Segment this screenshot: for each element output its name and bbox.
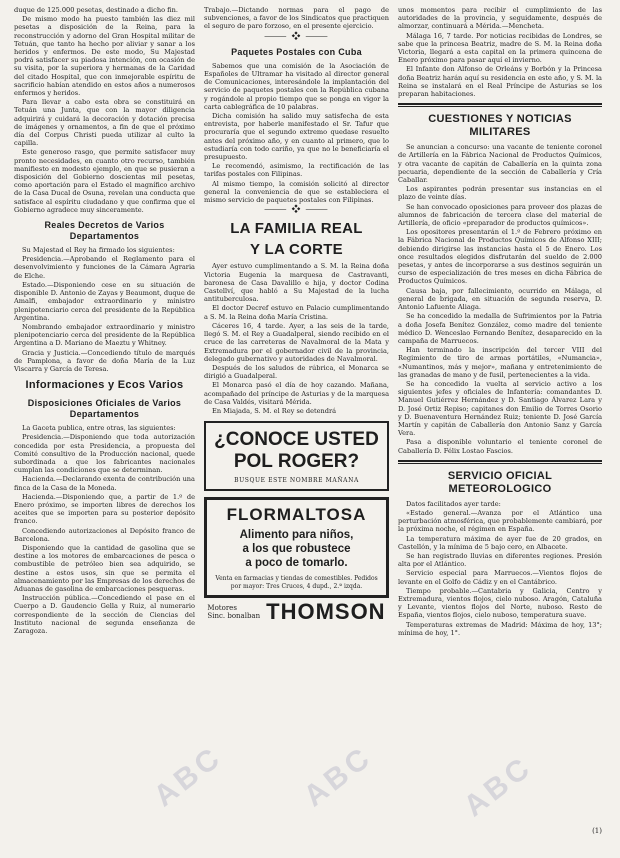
royal-heading-line2: Y LA CORTE — [249, 241, 343, 259]
paragraph: Los aspirantes podrán presentar sus instancias en el plazo de veinte días. — [398, 185, 602, 202]
column-2 — [204, 6, 389, 625]
ornament-divider: ⸻ ❖ ⸻ — [264, 205, 329, 216]
paragraph: Para llevar a cabo esta obra se constituirá en Tetuán una Junta, que con la mayor diligencia adquirirá y cuidará la decoración y dotación precisa de imágenes y ornamentos, a fin de que el próximo día del Corpus Christi pueda utilizar al culto la capilla. — [14, 98, 195, 148]
paragraph: Hacienda.—Disponiendo que, a partir de 1.º de Enero próximo, se importen libres de derechos los aceites que se importen para su posterior depósito franco. — [14, 492, 195, 526]
paragraph: Pasa a disponible voluntario el teniente coronel de Caballería D. Félix Lostao Fascios. — [398, 438, 602, 455]
page-number: (1) — [592, 827, 602, 835]
ad-tagline: Alimento para niños, — [239, 529, 354, 542]
official-list — [14, 424, 195, 635]
paragraph: Servicio especial para Marruecos.—Vientos flojos de levante en el Golfo de Cádiz y en el Cantábrico. — [398, 569, 602, 586]
paragraph: Se han registrado lluvias en diferentes regiones. Presión alta por el Atlántico. — [398, 551, 602, 569]
military-article — [398, 143, 602, 455]
ad-tagline: a poco de tomarlo. — [245, 557, 348, 570]
paragraph: Sabemos que una comisión de la Asociación de Españoles de Ultramar ha visitado al director general de Comunicaciones, interesándole la implantación del servicio de paquetes postales con la República cubana y rogándole al propio tiempo que se ponga en vigor la carta cablegráfica de 10 palabras. — [204, 61, 389, 111]
royal-heading-line1: LA FAMILIA REAL — [230, 220, 363, 238]
watermark: ABC — [457, 749, 539, 824]
paragraph: Instrucción pública.—Concediendo el pase en el Cuerpo a D. Gaudencio Gella y Ruiz, al numerario correspondiente de la sección de Ciencias del Instituto nacional de segunda enseñanza de Zaragoza. — [14, 594, 195, 635]
paragraph: De mismo modo ha puesto también las diez mil pesetas a disposición de la Reina, para la reconstrucción y adorno del Gran Hospital militar de Tetuán, que tanto ha hecho por aliviar y sanar a los heridos y enfermos. De este modo, Su Majestad podrá satisfacer su piadosa intención, con ocasión de su visita, por la superiora y hermanas de la Caridad del citado Hospital, que con inmejorable espíritu de sacrificio habían atendido en estos años a numerosos enfermos y heridos. — [14, 15, 195, 98]
paragraph: Concediendo autorizaciones al Depósito franco de Barcelona. — [14, 526, 195, 543]
decrees-list — [14, 246, 195, 373]
paragraph: Han terminado la inscripción del tercer VIII del Regimiento de tiro de armas portátiles, «Numancia», «Numantinos, más y mejor», mañana y entretenimiento de las granadas de mano y de fusil, pertenecientes a la vida. — [398, 346, 602, 379]
paragraph: Ayer estuvo cumplimentando a S. M. la Reina doña Victoria Eugenia la marquesa de Castravanti, baronesa de Casa Davalillo e hija, y doctor Codina Castellví, que habló a Su Majestad de la lucha antituberculosa. — [204, 262, 389, 304]
paragraph: Málaga 16, 7 tarde. Por noticias recibidas de Londres, se sabe que la princesa Beatriz, madre de S. M. la Reina doña Victoria, llegará a esta capital en la primera quincena de Enero próximo para pasar aquí el invierno. — [398, 31, 602, 65]
ad-label-line: Motores — [207, 604, 237, 613]
ad-headline: POL ROGER? — [233, 451, 360, 473]
col1-intro — [14, 6, 195, 214]
info-heading: Informaciones y Ecos Varios — [25, 379, 184, 392]
paragraph: «Estado general.—Avanza por el Atlántico una perturbación atmosférica, que probablemente cambiará, por la próxima noche, el régimen en España. — [398, 508, 602, 534]
paragraph: Datos facilitados ayer tarde: — [406, 499, 501, 508]
paragraph: La temperatura máxima de ayer fue de 20 grados, en Castellón, y la mínima de 5 bajo cero, en Albacete. — [398, 534, 602, 551]
paragraph: Nombrando embajador extraordinario y ministro plenipotenciario cerca del presidente de la República Argentina a D. Mariano de Maeztu y Whitney. — [14, 322, 195, 348]
paragraph: Causa baja, por fallecimiento, ocurrido en Málaga, el general de brigada, en situación de segunda reserva, D. Antonio Lafuente Aliaga. — [398, 286, 602, 312]
paragraph: El doctor Decref estuvo en Palacio cumplimentando a S. M. la Reina doña María Cristina. — [204, 304, 389, 321]
paragraph: unos momentos para recibir el cumplimiento de las autoridades de la provincia, y seguidamente, después de almorzar, continuará a Mérida.—Mencheta. — [398, 6, 602, 31]
cuba-article — [204, 62, 389, 204]
ad-label — [207, 604, 260, 620]
paragraph: Disponiendo que la cantidad de gasolina que se destine a los motores de embarcaciones de pesca o combustible de petróleo bien sea adquirido, se destine a estos usos, sin que se permita el almacenamiento por las Empresas de los derechos de Aduanas de gasolina de embarcaciones pesqueras. — [14, 543, 195, 593]
pol-roger-advertisement — [204, 421, 389, 491]
paragraph: La Gaceta publica, entre otras, las siguientes: — [22, 424, 176, 433]
paragraph: Hacienda.—Declarando exenta de contribución una finca de la Casa de la Moneda. — [14, 475, 195, 492]
cuba-heading: Paquetes Postales con Cuba — [231, 46, 362, 57]
flormaltosa-advertisement — [204, 497, 389, 598]
ad-brand: FLORMALTOSA — [226, 505, 367, 525]
column-3 — [398, 6, 602, 638]
ad-subline: BUSQUE ESTE NOMBRE MAÑANA — [234, 477, 359, 485]
paragraph: Dicha comisión ha salido muy satisfecha de esta entrevista, por haberle manifestado el Sr. Tafur que procuraría que el segundo extremo quedase resuelto antes del próximo año, y en cuanto al primero, que lo estudiaría con todo cariño, ya que no le beneficiaría el presupuesto. — [204, 112, 389, 162]
royal-article — [204, 262, 389, 415]
paragraph: El Infante don Alfonso de Orleáns y Borbón y la Princesa doña Beatriz harán aquí su residencia en este año, y S. M. la Reina se instalará en el Real Príncipe de Asturias se los preparan habitaciones. — [398, 65, 602, 99]
paragraph: Tiempo probable.—Cantabria y Galicia, Centro y Extremadura, vientos flojos, cielo nuboso. Aragón, Cataluña y Levante, vientos flojos del Norte, nuboso. Resto de España, vientos flojos, cielo nuboso, temperatura suave. — [398, 586, 602, 620]
paragraph: Presidencia.—Aprobando el Reglamento para el desenvolvimiento y funciones de la Cámara Agraria de Elche. — [14, 255, 195, 280]
paragraph: Este generoso rasgo, que permite satisfacer muy pronto necesidades, en cuanto otro recurso, también manifiesto en modesto ejemplo, en que se pusieran a disposición del Gobierno doscientas mil pesetas, como aportación para el Estado el magnífico archivo de la Casa Ducal de Osuna, revelan una conducta que satisface al espíritu ciudadano y que confirma que el Gobierno agradece muy sinceramente. — [14, 148, 195, 214]
ad-headline: ¿CONOCE USTED — [214, 429, 379, 451]
paragraph: Temperaturas extremas de Madrid: Máxima de hoy, 13°; mínima de hoy, 1°. — [398, 620, 602, 637]
ad-fine-print: Venta en farmacias y tiendas de comestibles. Pedidos por mayor: Tres Cruces, 4 dupd., 2.ª izqda. — [215, 575, 378, 590]
watermark: ABC — [297, 739, 379, 814]
paragraph: Se anuncian a concurso: una vacante de teniente coronel de Artillería en la Fábrica Nacional de Productos Químicos, y otra vacante de capitán de Caballería en la quinta zona pecuaria, dependiente de la sección de Caballería y Cría Caballar. — [398, 143, 602, 185]
ad-brand: THOMSON — [266, 599, 386, 625]
paragraph: Le recomendó, asimismo, la rectificación de las tarifas postales con Filipinas. — [204, 162, 389, 179]
paragraph: Presidencia.—Disponiendo que toda autorización concedida por esta Presidencia, a propuesta del Comité consultivo de la Producción nacional, quede subordinada a que los fabricantes nacionales cumplan las condiciones que se determinan. — [14, 433, 195, 475]
column-1 — [14, 6, 195, 636]
military-heading: CUESTIONES Y NOTICIAS MILITARES — [428, 113, 572, 139]
official-heading: Disposiciones Oficiales de Varios Departamentos — [27, 398, 182, 420]
decrees-heading: Reales Decretos de Varios Departamentos — [44, 220, 165, 242]
paragraph: Gracia y Justicia.—Concediendo título de marqués de Pamplona, a favor de doña María de la Luz Viscarra y García de Teresa. — [14, 348, 195, 373]
thomson-advertisement — [204, 599, 389, 625]
paragraph: Los opositores presentarán el 1.º de Febrero próximo en la Fábrica Nacional de Productos Químicos de Alfonso XIII; debiendo dirigirse las instancias hasta el 5 de Enero. Los once resultados elegidos disfrutarán del sueldo de 2.000 pesetas, y antes de incorporarse a sus destinos seguirán un curso de especialización de tres meses en dicha Fábrica de Productos Químicos. — [398, 228, 602, 286]
meteo-article — [398, 500, 602, 637]
paragraph: Se ha concedido la vuelta al servicio activo a los siguientes jefes y oficiales de Infantería: comandantes D. Manuel Gutiérrez Hernández y D. Santiago Álvarez Lara y D. José Ortiz Repiso; capitanes don Emilio de Torres Osorio y D. Buenaventura Hernández Ruiz; teniente D. José García Martín y capitán de Caballería don Antonio Sanz y García Vera. — [398, 379, 602, 438]
paragraph: El Monarca pasó el día de hoy cazando. Mañana, acompañado del príncipe de Asturias y de la marquesa de Casa Valdés, visitará Mérida. — [204, 381, 389, 406]
paragraph: Después de los saludos de rúbrica, el Monarca se dirigió a Guadalperal. — [204, 363, 389, 381]
col3-intro — [398, 6, 602, 98]
paragraph: Estado.—Disponiendo cese en su situación de disponible D. Antonio de Zayas y Beaumont, duque de Amalfi, embajador extraordinario y ministro plenipotenciario cerca del presidente de la República Argentina. — [14, 280, 195, 322]
meteo-heading: SERVICIO OFICIAL METEOROLOGICO — [447, 469, 553, 495]
watermark: ABC — [147, 739, 229, 814]
paragraph: Se han convocado oposiciones para proveer dos plazas de alumnos de fabricación de tercera clase del material de Artillería, de oficio «preparador de productos químicos». — [398, 202, 602, 228]
ad-tagline: a los que robustece — [242, 543, 351, 556]
section-divider — [398, 460, 602, 464]
ad-label-line: Sinc. bonalban — [207, 612, 261, 621]
paragraph: Se ha concedido la medalla de Sufrimientos por la Patria a doña Josefa Benítez González, como madre del teniente médico D. Wenceslao Fernando Benítez, desaparecido en la campaña de Marruecos. — [398, 312, 602, 345]
paragraph: Su Majestad el Rey ha firmado los siguientes: — [22, 246, 175, 255]
section-divider — [398, 103, 602, 107]
paragraph: En Miajada, S. M. el Rey se detendrá — [212, 406, 337, 415]
paragraph: duque de 125.000 pesetas, destinado a dicho fin. — [14, 6, 178, 14]
ornament-divider: ⸻ ❖ ⸻ — [264, 31, 329, 42]
paragraph: Trabajo.—Dictando normas para el pago de subvenciones, a favor de los Sindicatos que practiquen el seguro de paro forzoso, en el presente ejercicio. — [204, 6, 389, 31]
paragraph: Al mismo tiempo, la comisión solicitó al director general la conveniencia de que se estableciera el mismo servicio de paquetes postales con Filipinas. — [204, 179, 389, 205]
paragraph: Cáceres 16, 4 tarde. Ayer, a las seis de la tarde, llegó S. M. el Rey a Guadalperal, siendo recibido en el cruce de las carreteras de Navalmoral de la Mata y Extremadura por el gobernador civil de la provincia, delegado gubernativo y autoridades de Navalmoral. — [204, 321, 389, 363]
